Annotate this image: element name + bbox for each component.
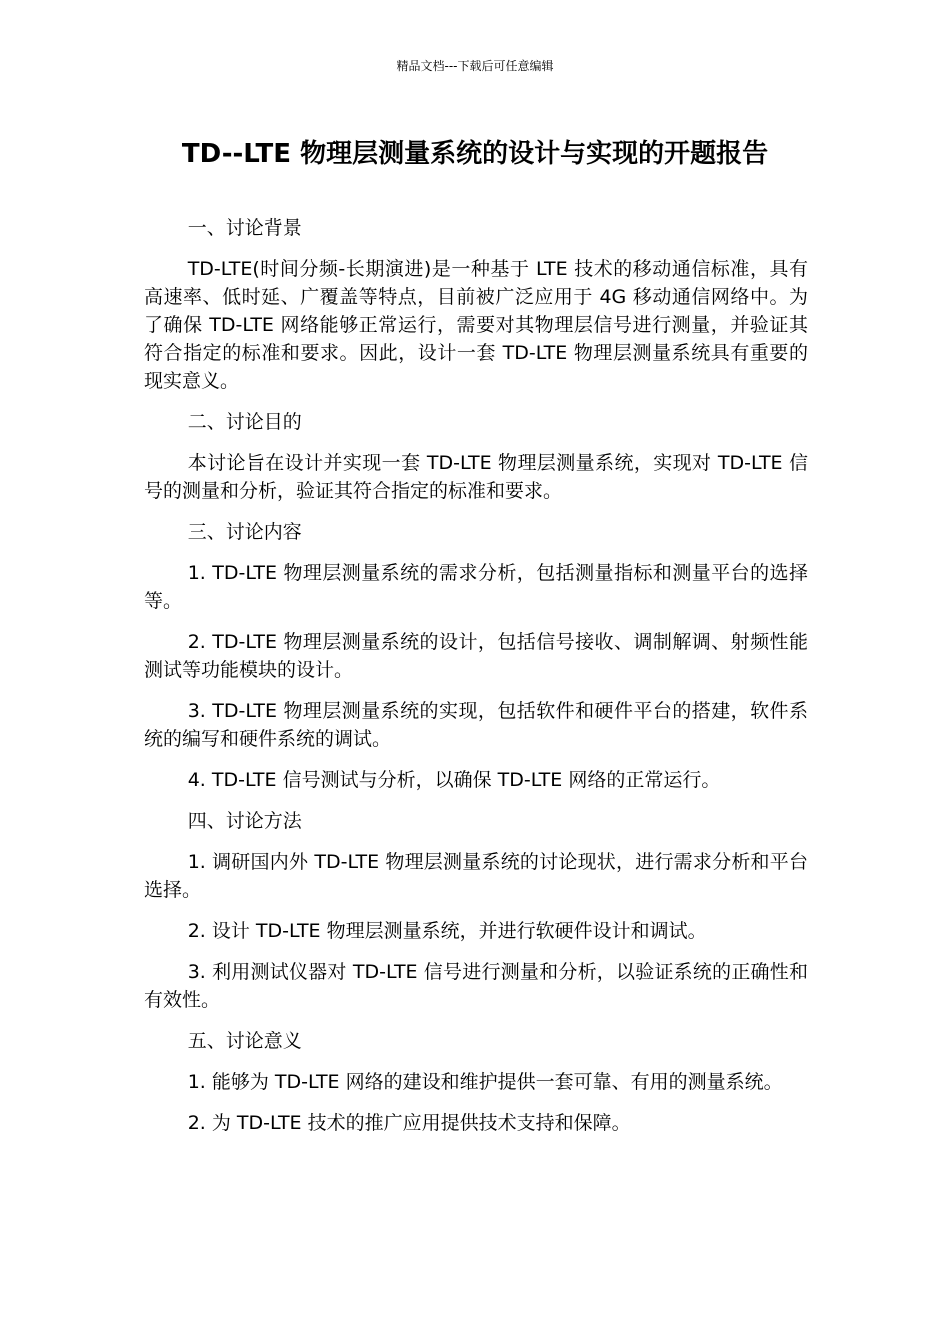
section-heading-significance: 五、讨论意义 [187,1030,302,1052]
list-item-method-3: 3. 利用测试仪器对 TD-LTE 信号进行测量和分析，以验证系统的正确性和有效性。 [144,961,808,1011]
list-item-content-4: 4. TD-LTE 信号测试与分析，以确保 TD-LTE 网络的正常运行。 [187,769,721,791]
list-item-content-2: 2. TD-LTE 物理层测量系统的设计，包括信号接收、调制解调、射频性能测试等功能模块的设计。 [144,631,808,681]
paragraph-background: TD-LTE(时间分频-长期演进)是一种基于 LTE 技术的移动通信标准，具有高速率、低时延、广覆盖等特点，目前被广泛应用于 4G 移动通信网络中。为了确保 TD-LTE 网络能够正常运行，需要对其物理层信号进行测量，并验证其符合指定的标准和要求。因此，设计一套 TD-LTE 物理层测量系统具有重要的现实意义。 [144,258,808,392]
section-heading-content: 三、讨论内容 [187,521,302,543]
section-heading-background: 一、讨论背景 [187,217,302,239]
list-item-method-1: 1. 调研国内外 TD-LTE 物理层测量系统的讨论现状，进行需求分析和平台选择。 [144,851,808,901]
section-heading-method: 四、讨论方法 [187,810,302,832]
list-item-content-1: 1. TD-LTE 物理层测量系统的需求分析，包括测量指标和测量平台的选择等。 [144,562,808,612]
list-item-content-3: 3. TD-LTE 物理层测量系统的实现，包括软件和硬件平台的搭建，软件系统的编写和硬件系统的调试。 [144,700,808,750]
list-item-significance-2: 2. 为 TD-LTE 技术的推广应用提供技术支持和保障。 [187,1112,631,1134]
section-heading-purpose: 二、讨论目的 [187,411,302,433]
paragraph-purpose: 本讨论旨在设计并实现一套 TD-LTE 物理层测量系统，实现对 TD-LTE 信号的测量和分析，验证其符合指定的标准和要求。 [144,452,808,502]
document-body [144,214,808,1150]
list-item-significance-1: 1. 能够为 TD-LTE 网络的建设和维护提供一套可靠、有用的测量系统。 [187,1071,783,1093]
list-item-method-2: 2. 设计 TD-LTE 物理层测量系统，并进行软硬件设计和调试。 [187,920,707,942]
header-note: 精品文档---下载后可任意编辑 [396,59,554,73]
document-title: TD--LTE 物理层测量系统的设计与实现的开题报告 [181,139,769,169]
